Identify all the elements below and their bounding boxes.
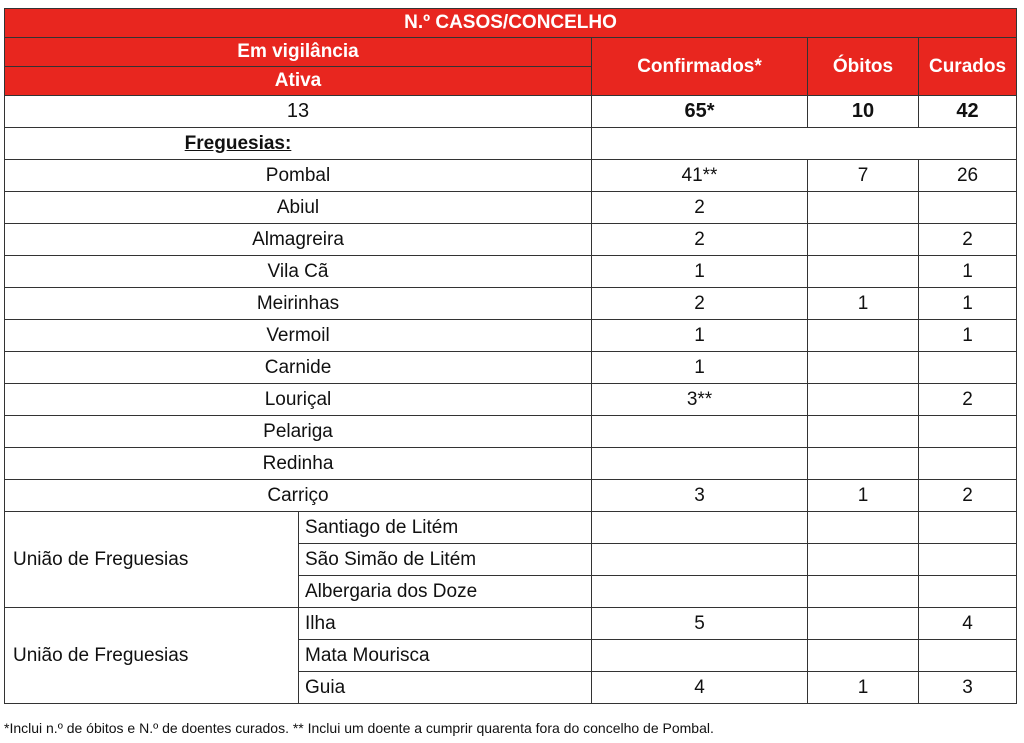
- freguesia-curados: [919, 192, 1017, 224]
- freguesia-obitos: 1: [808, 480, 919, 512]
- uniao-member-name: Ilha: [299, 608, 592, 640]
- uniao-member-curados: [919, 640, 1017, 672]
- freguesia-obitos: 1: [808, 288, 919, 320]
- freguesia-obitos: [808, 448, 919, 480]
- header-vigilancia-line2: Ativa: [5, 67, 592, 96]
- total-obitos: 10: [808, 96, 919, 128]
- uniao-member-obitos: [808, 608, 919, 640]
- freguesia-curados: 26: [919, 160, 1017, 192]
- table-row: [5, 288, 1017, 320]
- uniao-member-obitos: [808, 512, 919, 544]
- freguesia-curados: 2: [919, 384, 1017, 416]
- uniao-member-confirmados: [592, 640, 808, 672]
- freguesia-name: Meirinhas: [5, 288, 592, 320]
- freguesia-obitos: [808, 192, 919, 224]
- freguesia-curados: 2: [919, 224, 1017, 256]
- freguesia-curados: 1: [919, 288, 1017, 320]
- table-row: [5, 160, 1017, 192]
- page-top-strip: [0, 0, 1024, 8]
- freguesia-confirmados: 1: [592, 320, 808, 352]
- freguesia-confirmados: 2: [592, 224, 808, 256]
- freguesia-obitos: [808, 256, 919, 288]
- uniao-member-obitos: [808, 640, 919, 672]
- table-row: [5, 352, 1017, 384]
- uniao-member-curados: [919, 576, 1017, 608]
- freguesia-confirmados: 3**: [592, 384, 808, 416]
- table-title: N.º CASOS/CONCELHO: [5, 9, 1017, 38]
- uniao-member-confirmados: 4: [592, 672, 808, 704]
- table-row: [5, 224, 1017, 256]
- table-row: [5, 480, 1017, 512]
- header-obitos: Óbitos: [808, 38, 919, 96]
- table-row: [5, 320, 1017, 352]
- freguesia-confirmados: 1: [592, 256, 808, 288]
- freguesia-name: Abiul: [5, 192, 592, 224]
- uniao-member-obitos: 1: [808, 672, 919, 704]
- uniao-label: União de Freguesias: [5, 512, 299, 608]
- uniao-member-curados: 3: [919, 672, 1017, 704]
- freguesia-obitos: [808, 416, 919, 448]
- uniao-label: União de Freguesias: [5, 608, 299, 704]
- uniao-member-name: Mata Mourisca: [299, 640, 592, 672]
- freguesia-curados: 2: [919, 480, 1017, 512]
- freguesia-obitos: [808, 384, 919, 416]
- table-row: [5, 192, 1017, 224]
- table-row: [5, 384, 1017, 416]
- table-row: [5, 416, 1017, 448]
- freguesia-name: Carriço: [5, 480, 592, 512]
- freguesia-curados: [919, 416, 1017, 448]
- freguesia-confirmados: [592, 416, 808, 448]
- freguesia-curados: [919, 352, 1017, 384]
- freguesia-name: Almagreira: [5, 224, 592, 256]
- freguesia-curados: 1: [919, 320, 1017, 352]
- uniao-member-curados: [919, 544, 1017, 576]
- header-vigilancia-line1: Em vigilância: [5, 38, 592, 67]
- table-row: [5, 448, 1017, 480]
- freguesia-confirmados: 2: [592, 192, 808, 224]
- freguesia-confirmados: [592, 448, 808, 480]
- uniao-member-confirmados: [592, 576, 808, 608]
- uniao-member-name: São Simão de Litém: [299, 544, 592, 576]
- freguesia-confirmados: 41**: [592, 160, 808, 192]
- total-vigilancia: 13: [5, 96, 592, 128]
- uniao-member-curados: [919, 512, 1017, 544]
- uniao-member-confirmados: [592, 512, 808, 544]
- freguesia-confirmados: 3: [592, 480, 808, 512]
- freguesia-obitos: [808, 320, 919, 352]
- freguesia-curados: 1: [919, 256, 1017, 288]
- total-curados: 42: [919, 96, 1017, 128]
- freguesia-obitos: [808, 224, 919, 256]
- uniao-member-obitos: [808, 576, 919, 608]
- freguesias-label: Freguesias:: [5, 128, 592, 160]
- table-row: [5, 256, 1017, 288]
- freguesia-name: Vermoil: [5, 320, 592, 352]
- header-curados: Curados: [919, 38, 1017, 96]
- uniao-member-confirmados: [592, 544, 808, 576]
- freguesia-obitos: [808, 352, 919, 384]
- header-confirmados: Confirmados*: [592, 38, 808, 96]
- freguesia-obitos: 7: [808, 160, 919, 192]
- freguesias-label-blank: [592, 128, 1017, 160]
- cases-table: [4, 8, 1017, 704]
- uniao-member-obitos: [808, 544, 919, 576]
- uniao-member-name: Santiago de Litém: [299, 512, 592, 544]
- freguesia-name: Pombal: [5, 160, 592, 192]
- freguesia-curados: [919, 448, 1017, 480]
- freguesia-confirmados: 1: [592, 352, 808, 384]
- uniao-member-name: Albergaria dos Doze: [299, 576, 592, 608]
- freguesia-name: Pelariga: [5, 416, 592, 448]
- footnote: *Inclui n.º de óbitos e N.º de doentes curados. ** Inclui um doente a cumprir quarenta fora do concelho de Pombal.: [4, 720, 714, 736]
- total-confirmados: 65*: [592, 96, 808, 128]
- freguesia-name: Louriçal: [5, 384, 592, 416]
- freguesia-name: Carnide: [5, 352, 592, 384]
- freguesia-confirmados: 2: [592, 288, 808, 320]
- uniao-member-confirmados: 5: [592, 608, 808, 640]
- table-row: [5, 608, 1017, 640]
- uniao-member-name: Guia: [299, 672, 592, 704]
- freguesia-name: Vila Cã: [5, 256, 592, 288]
- table-row: [5, 512, 1017, 544]
- freguesia-name: Redinha: [5, 448, 592, 480]
- uniao-member-curados: 4: [919, 608, 1017, 640]
